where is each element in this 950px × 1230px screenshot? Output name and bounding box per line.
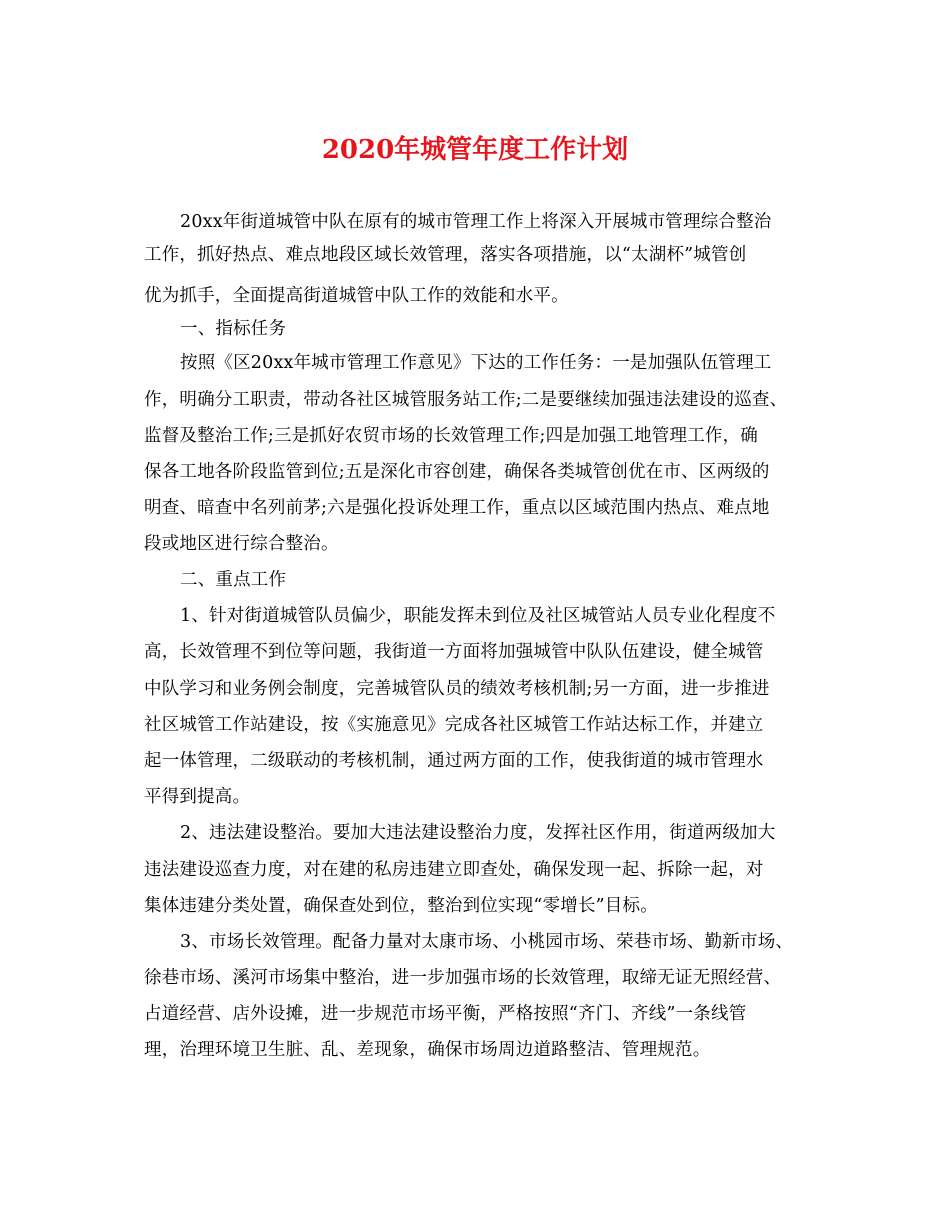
paragraph-line: 优为抓手，全面提高街道城管中队工作的效能和水平。 (144, 286, 569, 306)
paragraph-line: 段或地区进行综合整治。 (144, 534, 339, 554)
paragraph-line: 理，治理环境卫生脏、乱、差现象，确保市场周边道路整洁、管理规范。 (144, 1040, 711, 1060)
paragraph-line: 占道经营、店外设摊，进一步规范市场平衡，严格按照“齐门、齐线”一条线管 (144, 1004, 747, 1024)
paragraph-line: 起一体管理，二级联动的考核机制，通过两方面的工作，使我街道的城市管理水 (144, 751, 764, 771)
section-heading: 二、重点工作 (180, 570, 287, 590)
document-title: 2020年城管年度工作计划 (321, 135, 629, 165)
paragraph-line: 按照《区20xx年城市管理工作意见》下达的工作任务：一是加强队伍管理工 (180, 353, 772, 373)
section-heading: 一、指标任务 (180, 319, 287, 339)
paragraph-line: 中队学习和业务例会制度，完善城管队员的绩效考核机制;另一方面，进一步推进 (144, 679, 770, 699)
paragraph-line: 平得到提高。 (144, 787, 251, 807)
paragraph-line: 作，明确分工职责，带动各社区城管服务站工作;二是要继续加强违法建设的巡查、 (144, 390, 788, 410)
paragraph-line: 高，长效管理不到位等问题，我街道一方面将加强城管中队队伍建设，健全城管 (144, 642, 764, 662)
paragraph-line: 2、违法建设整治。要加大违法建设整治力度，发挥社区作用，街道两级加大 (180, 823, 776, 843)
paragraph-line: 违法建设巡查力度，对在建的私房违建立即查处，确保发现一起、拆除一起，对 (144, 860, 764, 880)
paragraph-line: 监督及整治工作;三是抓好农贸市场的长效管理工作;四是加强工地管理工作，确 (144, 426, 758, 446)
paragraph-line: 保各工地各阶段监管到位;五是深化市容创建，确保各类城管创优在市、区两级的 (144, 462, 770, 482)
paragraph-line: 工作，抓好热点、难点地段区域长效管理，落实各项措施，以“太湖杯”城管创 (144, 245, 747, 265)
paragraph-line: 20xx年街道城管中队在原有的城市管理工作上将深入开展城市管理综合整治 (180, 212, 772, 232)
paragraph-line: 1、针对街道城管队员偏少，职能发挥未到位及社区城管站人员专业化程度不 (180, 606, 776, 626)
paragraph-line: 徐巷市场、溪河市场集中整治，进一步加强市场的长效管理，取缔无证无照经营、 (144, 968, 782, 988)
paragraph-line: 3、市场长效管理。配备力量对太康市场、小桃园市场、荣巷市场、勤新市场、 (180, 932, 794, 952)
paragraph-line: 明查、暗查中名列前茅;六是强化投诉处理工作，重点以区域范围内热点、难点地 (144, 498, 770, 518)
paragraph-line: 集体违建分类处置，确保查处到位，整治到位实现“零增长”目标。 (144, 896, 658, 916)
paragraph-line: 社区城管工作站建设，按《实施意见》完成各社区城管工作站达标工作，并建立 (144, 715, 764, 735)
